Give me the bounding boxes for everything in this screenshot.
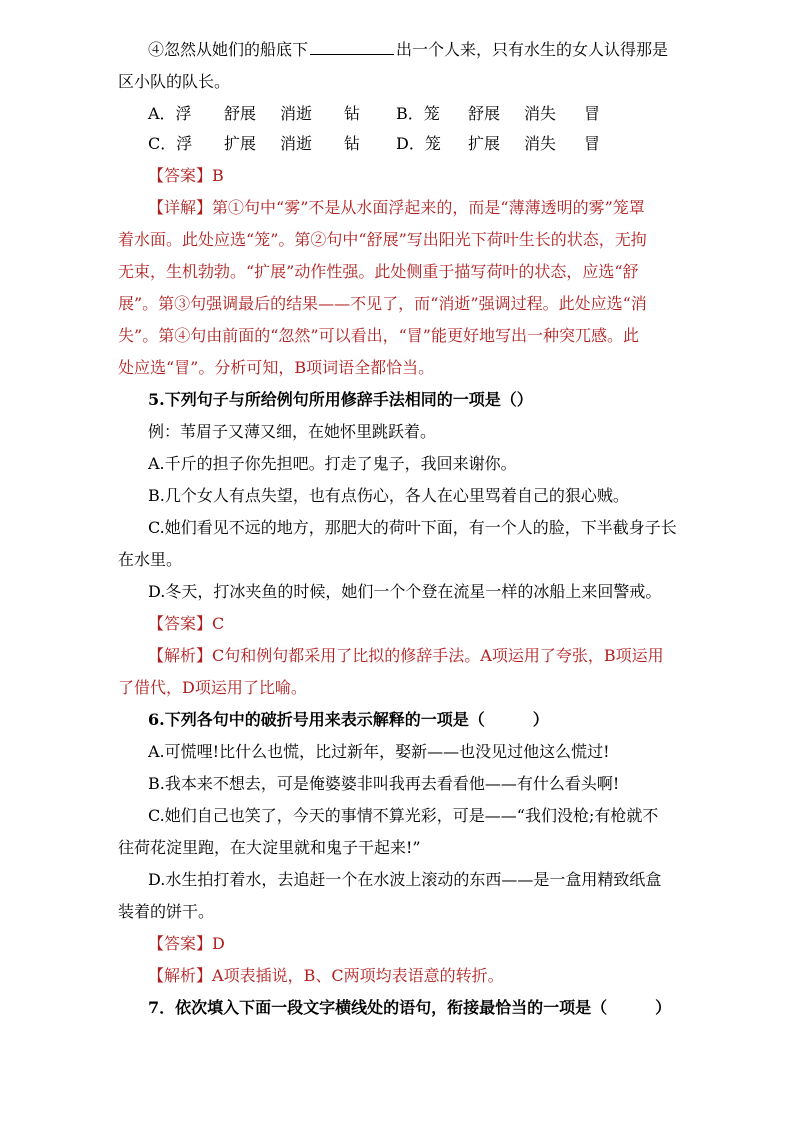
q4-option-d-word4: 冒 xyxy=(584,134,601,153)
q4-item4-line2 xyxy=(118,72,230,92)
analysis-text: C句和例句都采用了比拟的修辞手法。A项运用了夸张，B项运用 xyxy=(212,646,664,665)
q7-stem xyxy=(148,998,671,1018)
q6-option-d-line2: 装着的饼干。 xyxy=(118,902,215,921)
q4-option-c-word3: 消逝 xyxy=(280,134,313,153)
q6-option-c-line2: 往荷花淀里跑，在大淀里就和鬼子干起来!” xyxy=(118,838,421,857)
q6-answer xyxy=(148,934,225,954)
detail-quote: “薄薄透明的雾” xyxy=(500,198,613,217)
analysis-tag: 【解析】 xyxy=(148,646,213,665)
q4-options-row1 xyxy=(148,104,748,124)
q4-item4-line1 xyxy=(148,40,668,60)
answer-tag: 【答案】 xyxy=(148,614,213,633)
fill-blank xyxy=(310,40,394,55)
q4-option-b-word3: 消失 xyxy=(524,104,557,123)
q5-option-a: A.千斤的担子你先担吧。打走了鬼子，我回来谢你。 xyxy=(148,454,517,473)
answer-value: B xyxy=(212,166,224,185)
q4-answer xyxy=(148,166,224,186)
q6-stem-text: 6.下列各句中的破折号用来表示解释的一项是（ xyxy=(148,710,485,729)
detail-text: 。第②句中 xyxy=(278,230,359,249)
answer-tag: 【答案】 xyxy=(148,166,213,185)
detail-text: 能更好地写出一种突兀感。此 xyxy=(430,326,639,345)
q4-option-d-word2: 扩展 xyxy=(468,134,501,153)
q4-detail-line5 xyxy=(118,326,639,346)
q4-option-a-word3: 消逝 xyxy=(280,104,313,123)
q5-option-d: D.冬天，打冰夹鱼的时候，她们一个个登在流星一样的冰船上来回警戒。 xyxy=(148,582,662,601)
q4-option-a-word2: 舒展 xyxy=(224,104,257,123)
q4-detail-line3: 无束，生机勃勃。“扩展”动作性强。此处侧重于描写荷叶的状态，应选“舒 xyxy=(118,262,639,281)
detail-text: 。第④句由前面的 xyxy=(142,326,271,345)
q5-option-c-line1: C.她们看见不远的地方，那肥大的荷叶下面，有一个人的脸，下半截身子长 xyxy=(148,518,677,537)
analysis-tag: 【解析】 xyxy=(148,966,213,985)
q4-item4-text-b: 出一个人来，只有水生的女人认得那是 xyxy=(396,40,669,59)
q6-stem xyxy=(148,710,549,730)
detail-quote: “消 xyxy=(622,294,647,313)
q6-option-d-line1: D.水生拍打着水，去追赶一个在水波上滚动的东西——是一盒用精致纸盒 xyxy=(148,870,662,889)
q4-option-a: A．浮 xyxy=(148,104,192,123)
q4-option-c-word4: 钻 xyxy=(344,134,361,153)
q7-stem-end: ） xyxy=(655,998,672,1017)
q4-option-a-word4: 钻 xyxy=(344,104,361,123)
q4-option-d: D．笼 xyxy=(396,134,441,153)
detail-quote: “忽然” xyxy=(270,326,319,345)
q4-detail-line6: 处应选“冒”。分析可知，B项词语全都恰当。 xyxy=(118,358,435,377)
q4-detail-line2 xyxy=(118,230,647,250)
detail-tag: 【详解】 xyxy=(148,198,213,217)
answer-tag: 【答案】 xyxy=(148,934,213,953)
detail-quote: “冒” xyxy=(398,326,431,345)
q6-stem-end: ） xyxy=(532,710,549,729)
q4-detail-line1 xyxy=(148,198,645,218)
detail-text: 写出阳光下荷叶生长的状态，无拘 xyxy=(406,230,647,249)
detail-text: 可以看出， xyxy=(318,326,399,345)
q7-stem-text: 7．依次填入下面一段文字横线处的语句，衔接最恰当的一项是（ xyxy=(148,998,608,1017)
analysis-text: A项表插说，B、C两项均表语意的转折。 xyxy=(212,966,504,985)
detail-text: 不是从水面浮起来的，而是 xyxy=(308,198,501,217)
detail-quote: “消逝” xyxy=(430,294,479,313)
q5-answer xyxy=(148,614,224,634)
q4-detail-line4 xyxy=(118,294,647,314)
detail-quote: “舒展” xyxy=(358,230,407,249)
q4-options-row2 xyxy=(148,134,748,154)
detail-text: 失” xyxy=(118,326,143,345)
q4-option-b-word2: 舒展 xyxy=(468,104,501,123)
q5-option-c-line2: 在水里。 xyxy=(118,550,183,569)
answer-value: C xyxy=(212,614,225,633)
q4-option-b: B．笼 xyxy=(396,104,440,123)
detail-quote: “笼” xyxy=(246,230,279,249)
detail-text: 第①句中 xyxy=(212,198,277,217)
detail-text: 展”。第③句强调最后的结果——不见了，而 xyxy=(118,294,431,313)
q5-example: 例：苇眉子又薄又细，在她怀里跳跃着。 xyxy=(148,422,437,441)
q4-option-c-word2: 扩展 xyxy=(224,134,257,153)
q5-stem: 5.下列句子与所给例句所用修辞手法相同的一项是（） xyxy=(148,390,533,409)
q4-item4-text-a: ④忽然从她们的船底下 xyxy=(148,40,309,59)
q5-analysis-line2: 了借代，D项运用了比喻。 xyxy=(118,678,307,697)
q4-item4-text-c: 区小队的队长。 xyxy=(118,72,231,91)
q4-option-c: C．浮 xyxy=(148,134,193,153)
q4-option-d-word3: 消失 xyxy=(524,134,557,153)
q5-analysis-line1 xyxy=(148,646,664,666)
q6-option-a: A.可慌哩!比什么也慌，比过新年，娶新——也没见过他这么慌过! xyxy=(148,742,610,761)
q5-option-b: B.几个女人有点失望，也有点伤心，各人在心里骂着自己的狠心贼。 xyxy=(148,486,629,505)
q6-analysis-line1 xyxy=(148,966,504,986)
q6-option-b: B.我本来不想去，可是俺婆婆非叫我再去看看他——有什么看头啊! xyxy=(148,774,620,793)
detail-text: 强调过程。此处应选 xyxy=(478,294,623,313)
detail-quote: “雾” xyxy=(276,198,309,217)
q4-option-b-word4: 冒 xyxy=(584,104,601,123)
answer-value: D xyxy=(212,934,225,953)
detail-text: 笼罩 xyxy=(612,198,645,217)
q6-option-c-line1: C.她们自己也笑了，今天的事情不算光彩，可是——“我们没枪;有枪就不 xyxy=(148,806,659,825)
detail-text: 着水面。此处应选 xyxy=(118,230,247,249)
